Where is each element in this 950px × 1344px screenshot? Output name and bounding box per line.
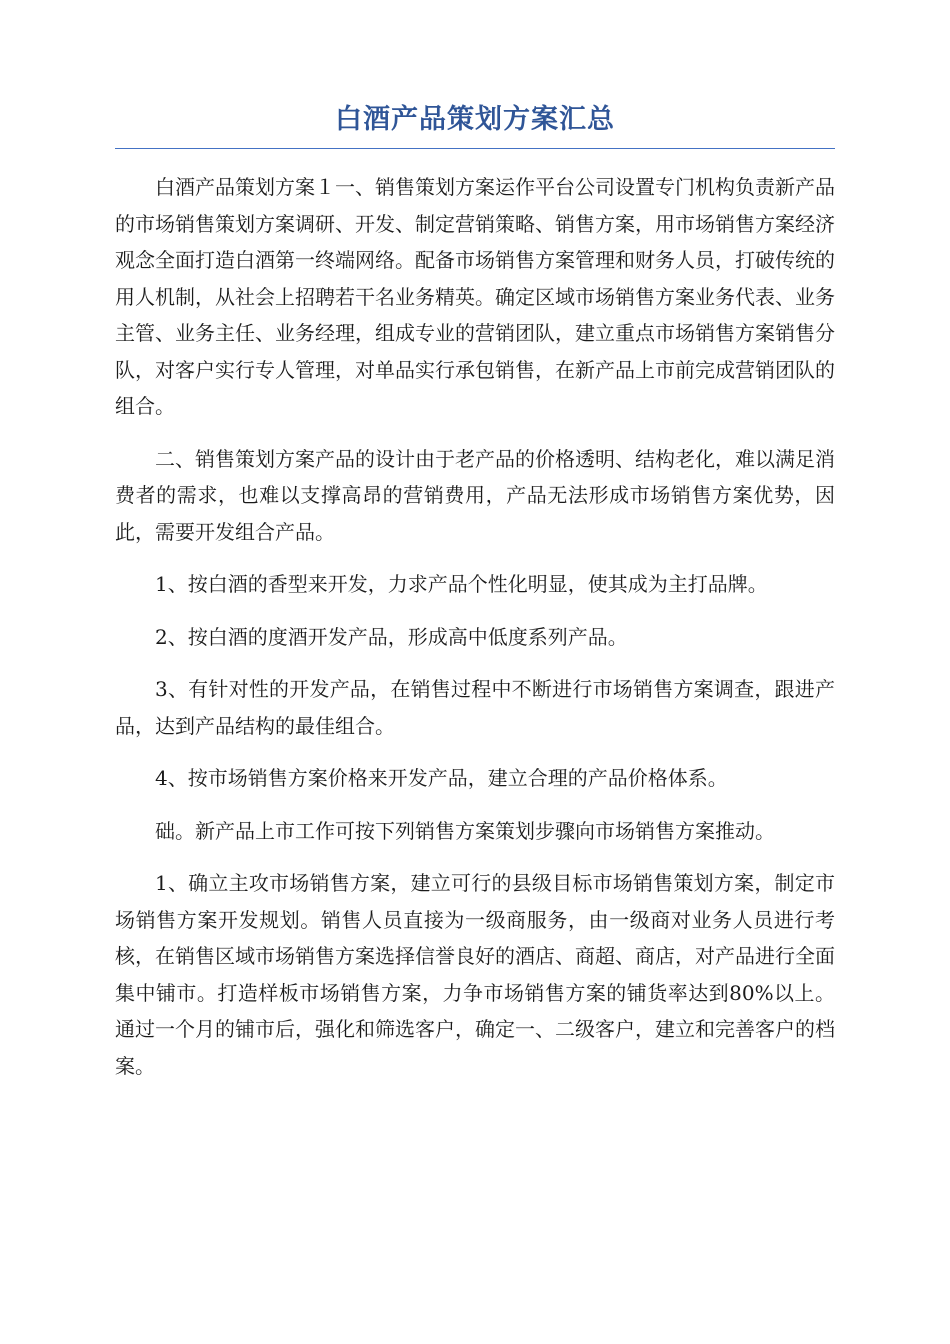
paragraph-intro: 白酒产品策划方案１一、销售策划方案运作平台公司设置专门机构负责新产品的市场销售策划方案调研、开发、制定营销策略、销售方案，用市场销售方案经济观念全面打造白酒第一终端网络。配备市场销售方案管理和财务人员，打破传统的用人机制，从社会上招聘若干名业务精英。确定区域市场销售方案业务代表、业务主管、业务主任、业务经理，组成专业的营销团队，建立重点市场销售方案销售分队，对客户实行专人管理，对单品实行承包销售，在新产品上市前完成营销团队的组合。 xyxy=(115,175,835,418)
paragraph-item-1: 1、按白酒的香型来开发，力求产品个性化明显，使其成为主打品牌。 xyxy=(155,572,768,596)
paragraph-launch-steps: 础。新产品上市工作可按下列销售方案策划步骤向市场销售方案推动。 xyxy=(155,818,775,843)
paragraph-item-3: 3、有针对性的开发产品，在销售过程中不断进行市场销售方案调查，跟进产品，达到产品结构的最佳组合。 xyxy=(115,677,835,738)
paragraph-target-market: 1、确立主攻市场销售方案，建立可行的县级目标市场销售策划方案，制定市场销售方案开发规划。销售人员直接为一级商服务，由一级商对业务人员进行考核，在销售区域市场销售方案选择信誉良好的酒店、商超、商店，对产品进行全面集中铺市。打造样板市场销售方案，力争市场销售方案的铺货率达到80%以上。通过一个月的铺市后，强化和筛选客户，确定一、二级客户，建立和完善客户的档案。 xyxy=(115,871,835,1078)
paragraph-product-design: 二、销售策划方案产品的设计由于老产品的价格透明、结构老化，难以满足消费者的需求，也难以支撑高昂的营销费用，产品无法形成市场销售方案优势，因此，需要开发组合产品。 xyxy=(115,446,835,544)
title-underline xyxy=(115,148,835,149)
document-page xyxy=(115,100,835,1100)
paragraph-item-2: 2、按白酒的度酒开发产品，形成高中低度系列产品。 xyxy=(155,624,628,649)
document-title: 白酒产品策划方案汇总 xyxy=(335,104,615,135)
paragraph-item-4: 4、按市场销售方案价格来开发产品，建立合理的产品价格体系。 xyxy=(155,766,728,790)
